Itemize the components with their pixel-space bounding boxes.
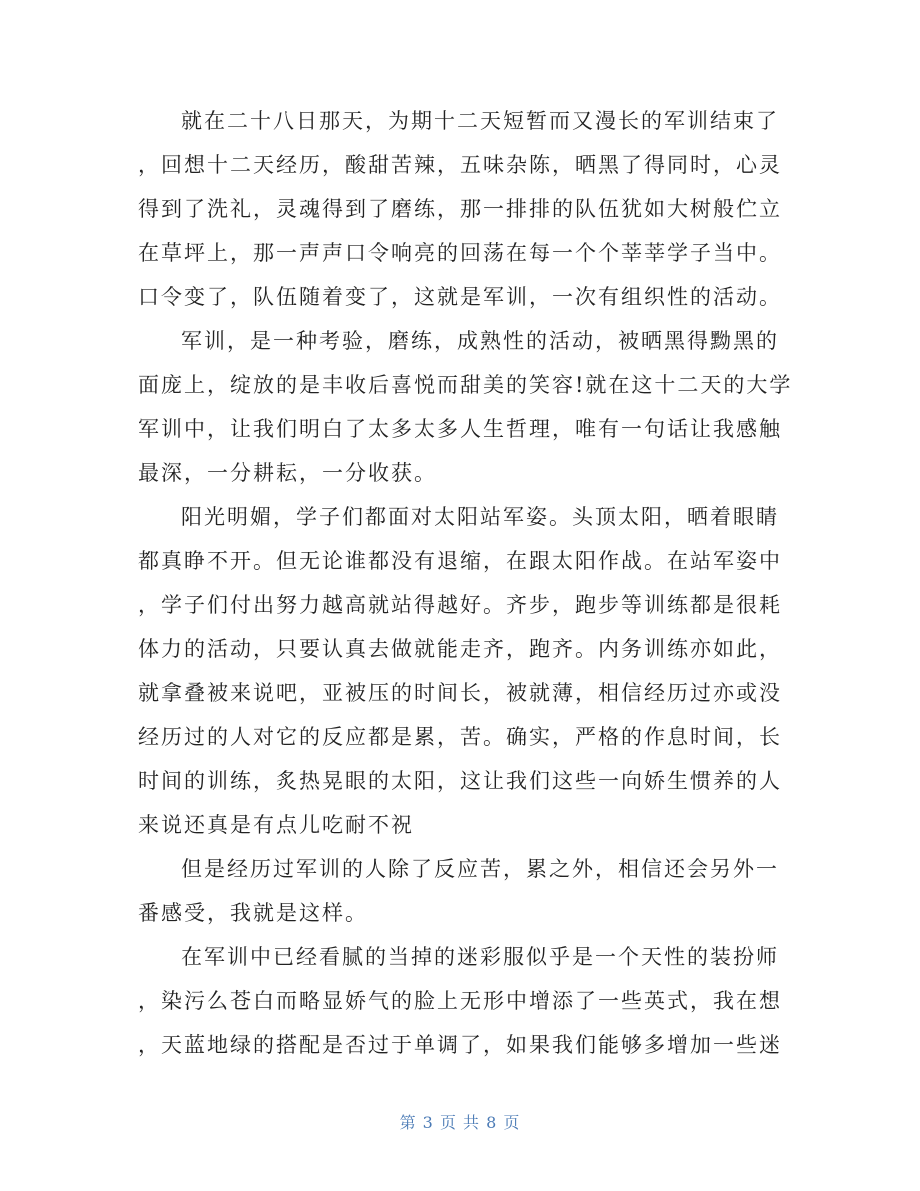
text-line: 阳光明媚，学子们都面对太阳站军姿。头顶太阳，晒着眼睛 [181,505,779,529]
text-line: 来说还真是有点儿吃耐不祝 [138,813,414,837]
text-line: 最深，一分耕耘，一分收获。 [138,461,437,485]
text-line: 得到了洗礼，灵魂得到了磨练，那一排排的队伍犹如大树般伫立 [138,197,782,221]
text-line: ，染污么苍白而略显娇气的脸上无形中增添了一些英式，我在想 [138,989,782,1013]
text-line: 就拿叠被来说吧，亚被压的时间长，被就薄，相信经历过亦或没 [138,681,782,705]
text-line: 时间的训练，炙热晃眼的太阳，这让我们这些一向娇生惯养的人 [138,769,782,793]
text-line: 但是经历过军训的人除了反应苦，累之外，相信还会另外一 [181,857,779,881]
text-line: 经历过的人对它的反应都是累，苦。确实，严格的作息时间，长 [138,725,782,749]
text-line: ，回想十二天经历，酸甜苦辣，五味杂陈，晒黑了得同时，心灵 [138,153,782,177]
text-line: ，天蓝地绿的搭配是否过于单调了，如果我们能够多增加一些迷 [138,1033,782,1057]
text-line: 体力的活动，只要认真去做就能走齐，跑齐。内务训练亦如此， [138,637,782,661]
text-line: 军训，是一种考验，磨练，成熟性的活动，被晒黑得黝黑的 [181,329,779,353]
text-line: 在军训中已经看腻的当掉的迷彩服似乎是一个天性的装扮师 [181,945,779,969]
text-line: 番感受，我就是这样。 [138,901,368,925]
text-line: 都真睁不开。但无论谁都没有退缩，在跟太阳作战。在站军姿中 [138,549,782,573]
text-line: ，学子们付出努力越高就站得越好。齐步，跑步等训练都是很耗 [138,593,782,617]
page-number-footer: 第 3 页 共 8 页 [399,1113,521,1132]
text-line: 口令变了，队伍随着变了，这就是军训，一次有组织性的活动。 [138,285,782,309]
text-line: 面庞上，绽放的是丰收后喜悦而甜美的笑容!就在这十二天的大学 [138,373,793,397]
text-line: 在草坪上，那一声声口令响亮的回荡在每一个个莘莘学子当中。 [138,241,782,265]
text-line: 军训中，让我们明白了太多太多人生哲理，唯有一句话让我感触 [138,417,782,441]
text-line: 就在二十八日那天，为期十二天短暂而又漫长的军训结束了 [181,109,779,133]
